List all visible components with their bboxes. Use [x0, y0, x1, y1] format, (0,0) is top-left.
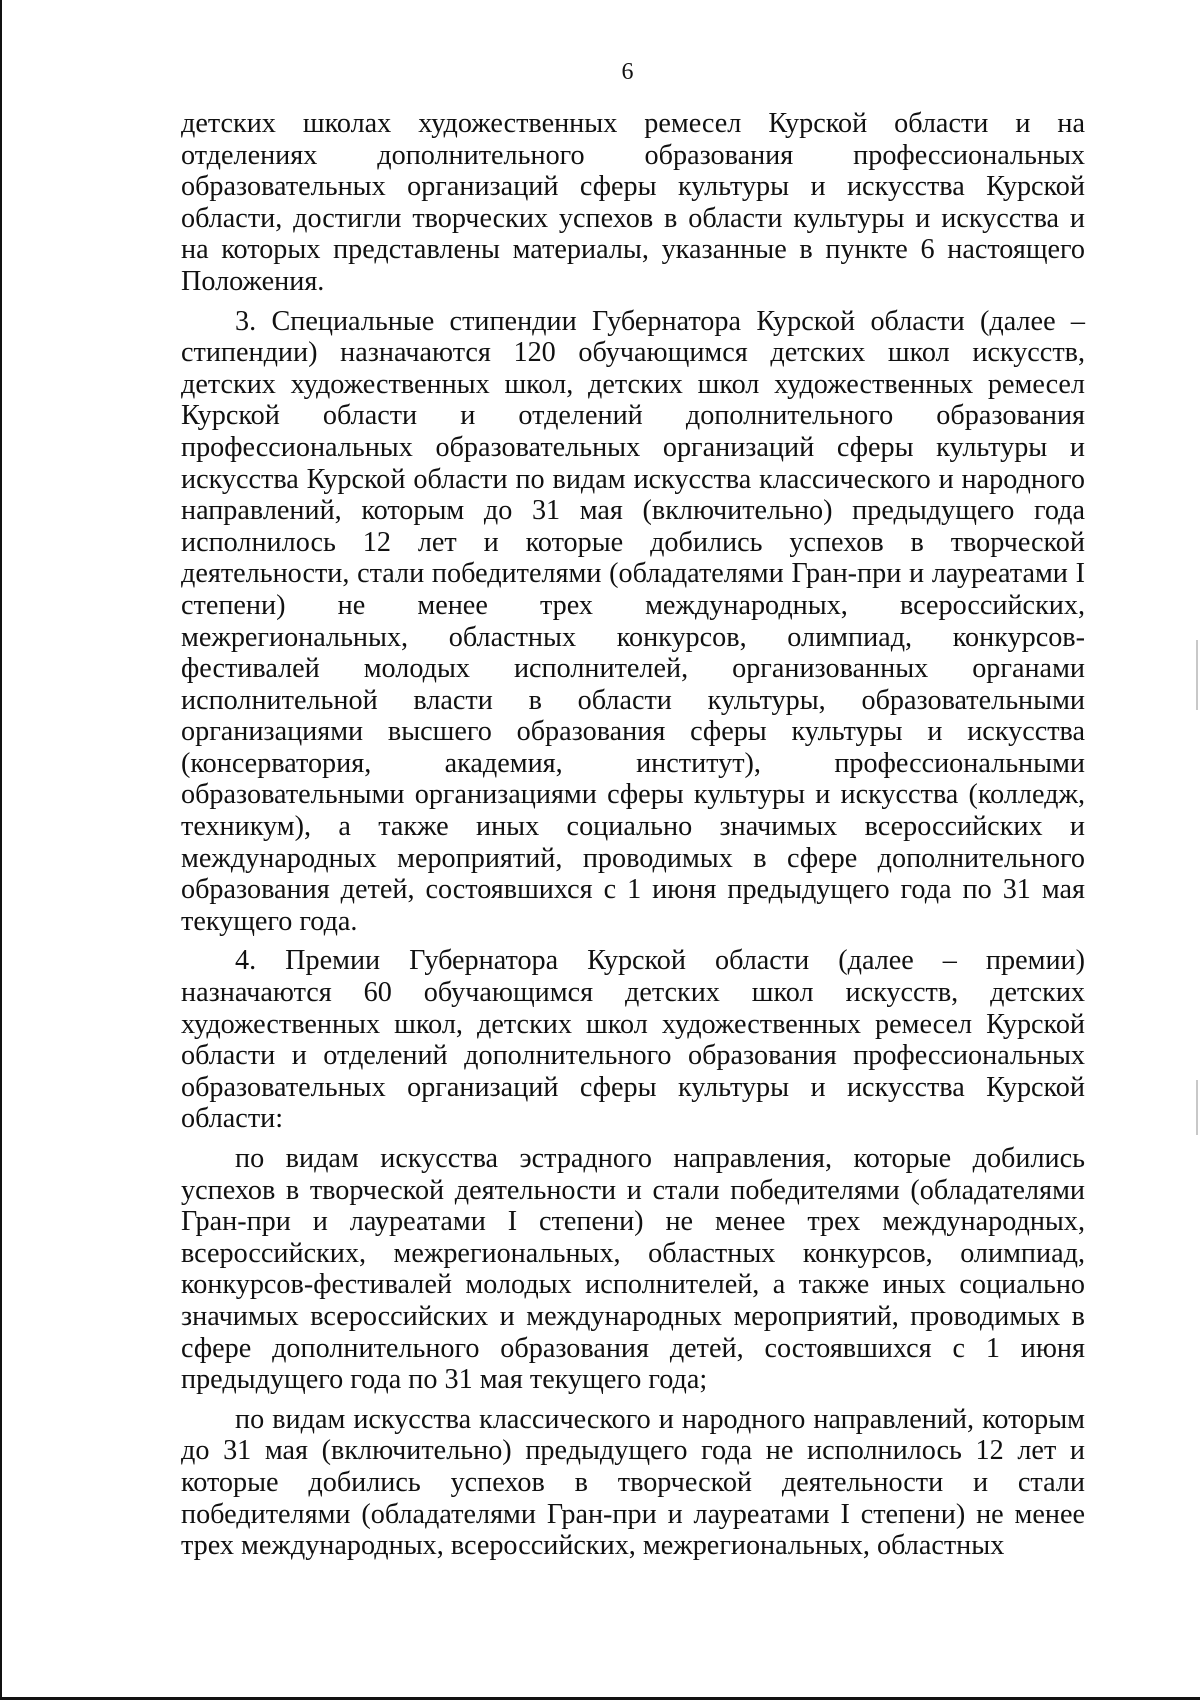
document-body [181, 108, 1085, 1562]
scan-edge-left [0, 0, 2, 1700]
scan-speck [1196, 1080, 1198, 1135]
page-number: 6 [621, 59, 634, 85]
scan-speck [1196, 640, 1198, 710]
paragraph-estrada: по видам искусства эстрадного направления, которые добились успехов в творческой деятельности и стали победителями (обладателями Гран-при и лауреатами I степени) не менее трех международных, всероссийских, межрегиональных, областных конкурсов, олимпиад, конкурсов-фестивалей молодых исполнителей, а также иных социально значимых всероссийских и международных мероприятий, проводимых в сфере дополнительного образования детей, состоявшихся с 1 июня предыдущего года по 31 мая текущего года; [181, 1143, 1085, 1396]
paragraph-continuation: детских школах художественных ремесел Курской области и на отделениях дополнительного образования профессиональных образовательных организаций сферы культуры и искусства Курской области, достигли творческих успехов в области культуры и искусства и на которых представлены материалы, указанные в пункте 6 настоящего Положения. [181, 108, 1085, 297]
paragraph-item-4: 4. Премии Губернатора Курской области (далее – премии) назначаются 60 обучающимся детских школ искусств, детских художественных школ, детских школ художественных ремесел Курской области и отделений дополнительного образования профессиональных образовательных организаций сферы культуры и искусства Курской области: [181, 945, 1085, 1135]
paragraph-classical: по видам искусства классического и народного направлений, которым до 31 мая (включительно) предыдущего года не исполнилось 12 лет и которые добились успехов в творческой деятельности и стали победителями (обладателями Гран-при и лауреатами I степени) не менее трех международных, всероссийских, межрегиональных, областных [181, 1403, 1085, 1562]
paragraph-item-3: 3. Специальные стипендии Губернатора Курской области (далее – стипендии) назначаются 120 обучающимся детских школ искусств, детских художественных школ, детских школ художественных ремесел Курской области и отделений дополнительного образования профессиональных образовательных организаций сферы культуры и искусства Курской области по видам искусства классического и народного направлений, которым до 31 мая (включительно) предыдущего года исполнилось 12 лет и которые добились успехов в творческой деятельности, стали победителями (обладателями Гран-при и лауреатами I степени) не менее трех международных, всероссийских, межрегиональных, областных конкурсов, олимпиад, конкурсов-фестивалей молодых исполнителей, организованных органами исполнительной власти в области культуры, образовательными организациями высшего образования сферы культуры и искусства (консерватория, академия, институт), профессиональными образовательными организациями сферы культуры и искусства (колледж, техникум), а также иных социально значимых всероссийских и международных мероприятий, проводимых в сфере дополнительного образования детей, состоявшихся с 1 июня предыдущего года по 31 мая текущего года. [181, 305, 1085, 937]
